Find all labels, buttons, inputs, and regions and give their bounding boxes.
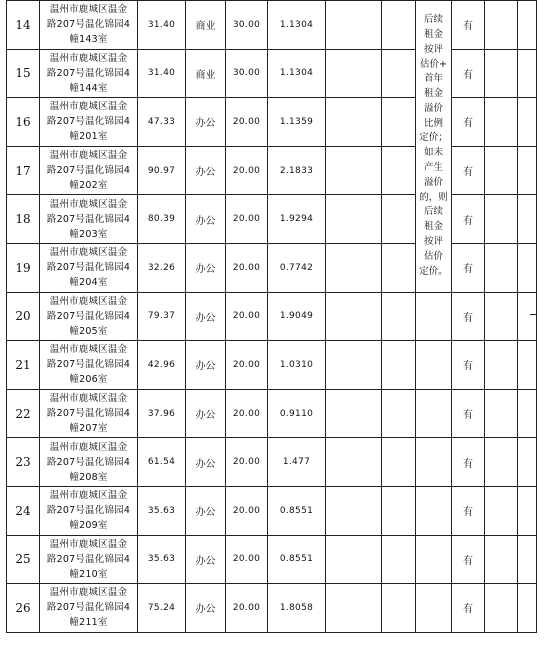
table-row (7, 292, 537, 341)
price-cell: 1.9294 (268, 195, 326, 244)
empty-cell (485, 1, 518, 50)
flag-cell: 有 (452, 438, 485, 487)
address-line: 温州市鹿城区温金 (49, 198, 128, 210)
table-row (7, 243, 537, 292)
address-line: 幢206室 (69, 374, 108, 386)
empty-cell (382, 486, 416, 535)
table-row (7, 389, 537, 438)
flag-cell: 有 (452, 243, 485, 292)
price-cell: 1.1359 (268, 98, 326, 147)
empty-cell (382, 49, 416, 98)
flag-cell: 有 (452, 1, 485, 50)
empty-cell (382, 292, 416, 341)
use-cell: 办公 (186, 341, 226, 390)
address-line: 幢209室 (69, 520, 108, 532)
empty-cell (518, 195, 537, 244)
empty-cell (382, 1, 416, 50)
empty-cell (416, 389, 452, 438)
area-cell: 61.54 (138, 438, 186, 487)
address-cell (40, 49, 138, 98)
empty-cell (326, 49, 382, 98)
address-cell (40, 584, 138, 633)
empty-cell (382, 535, 416, 584)
empty-cell (518, 438, 537, 487)
empty-cell (416, 292, 452, 341)
price-cell: 1.0310 (268, 341, 326, 390)
note-line: 溢价 (423, 176, 443, 188)
note-line: 后续 (423, 14, 443, 26)
use-cell: 办公 (186, 292, 226, 341)
empty-cell (382, 98, 416, 147)
price-cell: 0.8551 (268, 535, 326, 584)
empty-cell (485, 243, 518, 292)
row-number-cell: 20 (7, 292, 40, 341)
row-number-cell: 25 (7, 535, 40, 584)
use-cell: 办公 (186, 486, 226, 535)
row-number-cell: 15 (7, 49, 40, 98)
row-number-cell: 22 (7, 389, 40, 438)
empty-cell (326, 1, 382, 50)
empty-cell (485, 584, 518, 633)
empty-cell (326, 195, 382, 244)
term-cell: 30.00 (226, 49, 268, 98)
table-row (7, 486, 537, 535)
empty-cell (416, 486, 452, 535)
area-cell: 32.26 (138, 243, 186, 292)
note-line: 按评 (423, 43, 443, 55)
address-cell (40, 195, 138, 244)
table-edge-mark (530, 314, 536, 315)
price-cell: 1.1304 (268, 49, 326, 98)
address-line: 温州市鹿城区温金 (49, 247, 128, 259)
empty-cell (326, 98, 382, 147)
table-row (7, 195, 537, 244)
price-cell: 2.1833 (268, 146, 326, 195)
address-line: 温州市鹿城区温金 (49, 538, 128, 550)
flag-cell: 有 (452, 195, 485, 244)
price-cell: 1.8058 (268, 584, 326, 633)
empty-cell (326, 535, 382, 584)
address-cell (40, 486, 138, 535)
empty-cell (518, 292, 537, 341)
empty-cell (485, 195, 518, 244)
price-cell: 1.477 (268, 438, 326, 487)
address-line: 路207号温化锦园4 (46, 456, 131, 468)
note-line: 溢价 (423, 102, 443, 114)
table-row (7, 98, 537, 147)
address-line: 温州市鹿城区温金 (49, 490, 128, 502)
empty-cell (518, 341, 537, 390)
empty-cell (382, 146, 416, 195)
address-cell (40, 146, 138, 195)
term-cell: 20.00 (226, 195, 268, 244)
empty-cell (382, 438, 416, 487)
address-line: 温州市鹿城区温金 (49, 587, 128, 599)
empty-cell (518, 389, 537, 438)
address-line: 温州市鹿城区温金 (49, 4, 128, 16)
empty-cell (382, 243, 416, 292)
use-cell: 办公 (186, 535, 226, 584)
table-body (7, 1, 537, 633)
row-number-cell: 24 (7, 486, 40, 535)
note-line: 后续 (423, 206, 443, 218)
address-line: 路207号温化锦园4 (46, 165, 131, 177)
price-cell: 1.1304 (268, 1, 326, 50)
term-cell: 20.00 (226, 389, 268, 438)
use-cell: 办公 (186, 389, 226, 438)
empty-cell (485, 292, 518, 341)
row-number-cell: 16 (7, 98, 40, 147)
area-cell: 31.40 (138, 1, 186, 50)
term-cell: 20.00 (226, 584, 268, 633)
empty-cell (518, 486, 537, 535)
price-cell: 0.9110 (268, 389, 326, 438)
use-cell: 办公 (186, 195, 226, 244)
address-line: 路207号温化锦园4 (46, 602, 131, 614)
area-cell: 37.96 (138, 389, 186, 438)
address-line: 温州市鹿城区温金 (49, 344, 128, 356)
use-cell: 商业 (186, 1, 226, 50)
table-row (7, 146, 537, 195)
empty-cell (326, 389, 382, 438)
area-cell: 90.97 (138, 146, 186, 195)
note-line: 如未 (423, 147, 443, 159)
address-line: 温州市鹿城区温金 (49, 295, 128, 307)
address-line: 路207号温化锦园4 (46, 359, 131, 371)
term-cell: 20.00 (226, 146, 268, 195)
address-line: 路207号温化锦园4 (46, 553, 131, 565)
address-line: 幢143室 (69, 34, 108, 46)
table-row (7, 584, 537, 633)
address-cell (40, 1, 138, 50)
empty-cell (518, 49, 537, 98)
address-line: 路207号温化锦园4 (46, 67, 131, 79)
empty-cell (485, 535, 518, 584)
address-line: 路207号温化锦园4 (46, 116, 131, 128)
empty-cell (518, 98, 537, 147)
area-cell: 80.39 (138, 195, 186, 244)
note-line: 比例 (423, 117, 443, 129)
empty-cell (518, 535, 537, 584)
address-line: 幢201室 (69, 131, 108, 143)
address-line: 温州市鹿城区温金 (49, 441, 128, 453)
empty-cell (518, 1, 537, 50)
empty-cell (485, 438, 518, 487)
flag-cell: 有 (452, 535, 485, 584)
term-cell: 20.00 (226, 341, 268, 390)
area-cell: 31.40 (138, 49, 186, 98)
address-line: 幢202室 (69, 180, 108, 192)
address-line: 温州市鹿城区温金 (49, 150, 128, 162)
use-cell: 办公 (186, 584, 226, 633)
term-cell: 20.00 (226, 243, 268, 292)
term-cell: 20.00 (226, 98, 268, 147)
empty-cell (382, 584, 416, 633)
empty-cell (326, 292, 382, 341)
price-cell: 1.9049 (268, 292, 326, 341)
address-line: 温州市鹿城区温金 (49, 101, 128, 113)
address-line: 幢144室 (69, 82, 108, 94)
note-line: 估价 (423, 250, 443, 262)
area-cell: 79.37 (138, 292, 186, 341)
use-cell: 办公 (186, 98, 226, 147)
empty-cell (518, 584, 537, 633)
note-line: 租金 (423, 88, 443, 100)
pricing-note-cell (416, 1, 452, 293)
area-cell: 42.96 (138, 341, 186, 390)
empty-cell (382, 195, 416, 244)
term-cell: 20.00 (226, 486, 268, 535)
address-line: 路207号温化锦园4 (46, 262, 131, 274)
address-line: 路207号温化锦园4 (46, 505, 131, 517)
area-cell: 75.24 (138, 584, 186, 633)
use-cell: 办公 (186, 438, 226, 487)
note-line: 估价+ (420, 58, 447, 70)
price-cell: 0.7742 (268, 243, 326, 292)
flag-cell: 有 (452, 341, 485, 390)
note-line: 租金 (423, 221, 443, 233)
empty-cell (485, 341, 518, 390)
term-cell: 30.00 (226, 1, 268, 50)
address-line: 温州市鹿城区温金 (49, 52, 128, 64)
use-cell: 办公 (186, 243, 226, 292)
address-cell (40, 98, 138, 147)
address-cell (40, 535, 138, 584)
empty-cell (485, 49, 518, 98)
row-number-cell: 18 (7, 195, 40, 244)
address-cell (40, 243, 138, 292)
use-cell: 商业 (186, 49, 226, 98)
address-line: 路207号温化锦园4 (46, 310, 131, 322)
empty-cell (518, 146, 537, 195)
address-line: 幢203室 (69, 228, 108, 240)
note-line: 按评 (423, 236, 443, 248)
term-cell: 20.00 (226, 438, 268, 487)
row-number-cell: 26 (7, 584, 40, 633)
address-cell (40, 292, 138, 341)
empty-cell (485, 486, 518, 535)
empty-cell (485, 146, 518, 195)
address-line: 幢204室 (69, 277, 108, 289)
table-row (7, 438, 537, 487)
document-page (6, 0, 536, 656)
note-line: 定价。 (419, 265, 448, 277)
address-line: 幢208室 (69, 471, 108, 483)
empty-cell (485, 389, 518, 438)
price-cell: 0.8551 (268, 486, 326, 535)
property-table (6, 0, 537, 633)
address-cell (40, 341, 138, 390)
empty-cell (416, 438, 452, 487)
empty-cell (326, 243, 382, 292)
flag-cell: 有 (452, 49, 485, 98)
empty-cell (326, 438, 382, 487)
empty-cell (416, 341, 452, 390)
row-number-cell: 19 (7, 243, 40, 292)
address-cell (40, 438, 138, 487)
address-line: 幢210室 (69, 568, 108, 580)
note-line: 产生 (423, 162, 443, 174)
table-row (7, 535, 537, 584)
term-cell: 20.00 (226, 535, 268, 584)
empty-cell (326, 584, 382, 633)
term-cell: 20.00 (226, 292, 268, 341)
address-line: 温州市鹿城区温金 (49, 393, 128, 405)
empty-cell (518, 243, 537, 292)
area-cell: 35.63 (138, 535, 186, 584)
use-cell: 办公 (186, 146, 226, 195)
address-cell (40, 389, 138, 438)
table-row (7, 49, 537, 98)
flag-cell: 有 (452, 486, 485, 535)
flag-cell: 有 (452, 146, 485, 195)
empty-cell (326, 146, 382, 195)
flag-cell: 有 (452, 389, 485, 438)
flag-cell: 有 (452, 584, 485, 633)
empty-cell (382, 389, 416, 438)
address-line: 幢207室 (69, 423, 108, 435)
row-number-cell: 14 (7, 1, 40, 50)
flag-cell: 有 (452, 98, 485, 147)
note-line: 定价； (419, 132, 448, 144)
row-number-cell: 23 (7, 438, 40, 487)
area-cell: 35.63 (138, 486, 186, 535)
area-cell: 47.33 (138, 98, 186, 147)
address-line: 路207号温化锦园4 (46, 213, 131, 225)
empty-cell (326, 486, 382, 535)
row-number-cell: 17 (7, 146, 40, 195)
empty-cell (382, 341, 416, 390)
address-line: 幢205室 (69, 325, 108, 337)
address-line: 路207号温化锦园4 (46, 19, 131, 31)
note-line: 首年 (423, 73, 443, 85)
note-line: 租金 (423, 28, 443, 40)
empty-cell (326, 341, 382, 390)
table-row (7, 1, 537, 50)
flag-cell: 有 (452, 292, 485, 341)
empty-cell (416, 535, 452, 584)
note-line: 的，则 (419, 191, 448, 203)
table-row (7, 341, 537, 390)
row-number-cell: 21 (7, 341, 40, 390)
address-line: 幢211室 (69, 617, 108, 629)
address-line: 路207号温化锦园4 (46, 408, 131, 420)
empty-cell (416, 584, 452, 633)
empty-cell (485, 98, 518, 147)
